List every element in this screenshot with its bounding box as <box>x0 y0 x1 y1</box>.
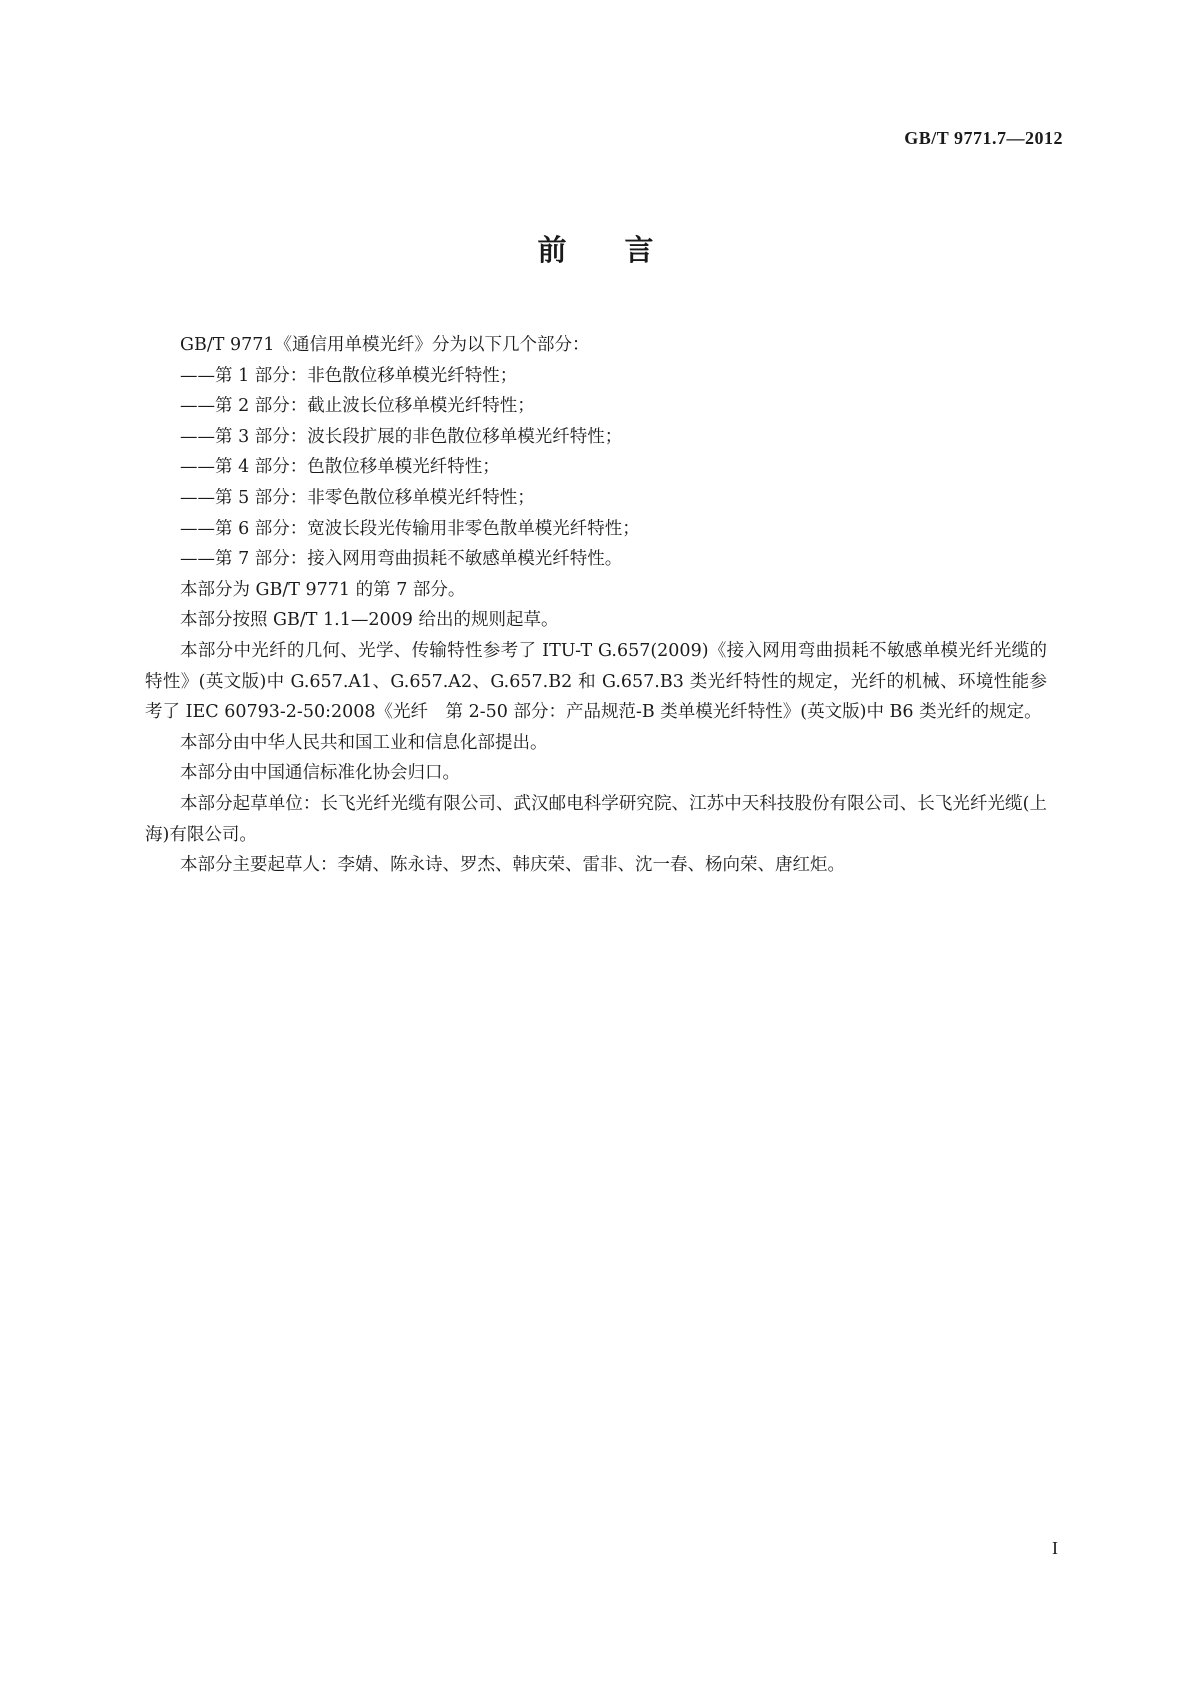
part-list-item: ——第 1 部分：非色散位移单模光纤特性； <box>180 365 518 386</box>
part-list-item: ——第 2 部分：截止波长位移单模光纤特性； <box>180 396 535 417</box>
drafting-rules-paragraph: 本部分按照 GB/T 1.1—2009 给出的规则起草。 <box>180 610 559 631</box>
references-paragraph: 本部分中光纤的几何、光学、传输特性参考了 ITU-T G.657(2009)《接入网用弯曲损耗不敏感单模光纤光缆的特性》(英文版)中 G.657.A1、G.657.A2、G.657.B2 和 G.657.B3 类光纤特性的规定，光纤的机械、环境性能参考了 IEC 60793-2-50:2008《光纤 第 2-50 部分：产品规范-B 类单模光纤特性》(英文版)中 B6 类光纤的规定。 <box>145 640 1047 723</box>
part-list-item: ——第 3 部分：波长段扩展的非色散位移单模光纤特性； <box>180 426 623 447</box>
drafters-paragraph: 本部分主要起草人：李婧、陈永诗、罗杰、韩庆荣、雷非、沈一春、杨向荣、唐红炬。 <box>180 855 845 876</box>
intro-paragraph: GB/T 9771《通信用单模光纤》分为以下几个部分： <box>180 335 590 355</box>
drafting-units-paragraph: 本部分起草单位：长飞光纤光缆有限公司、武汉邮电科学研究院、江苏中天科技股份有限公司、长飞光纤光缆(上海)有限公司。 <box>145 793 1047 845</box>
proposed-by-paragraph: 本部分由中华人民共和国工业和信息化部提出。 <box>180 732 548 753</box>
page-number: I <box>1052 1538 1058 1558</box>
managed-by-paragraph: 本部分由中国通信标准化协会归口。 <box>180 763 460 784</box>
page-title: 前言 <box>537 233 712 267</box>
foreword-body <box>145 330 1047 881</box>
part-list-item: ——第 7 部分：接入网用弯曲损耗不敏感单模光纤特性。 <box>180 549 623 570</box>
part-list-item: ——第 6 部分：宽波长段光传输用非零色散单模光纤特性； <box>180 518 640 539</box>
standard-code: GB/T 9771.7—2012 <box>904 128 1063 148</box>
part-of-paragraph: 本部分为 GB/T 9771 的第 7 部分。 <box>180 579 466 600</box>
part-list-item: ——第 5 部分：非零色散位移单模光纤特性； <box>180 487 535 508</box>
part-list-item: ——第 4 部分：色散位移单模光纤特性； <box>180 457 500 478</box>
